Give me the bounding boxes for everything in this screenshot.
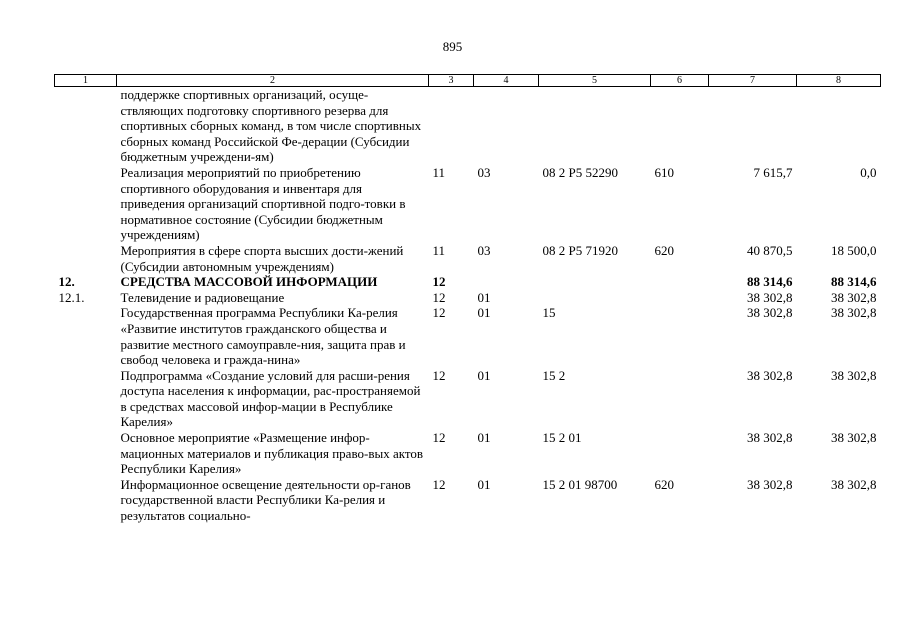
row-target-code bbox=[539, 290, 651, 306]
row-expense-type bbox=[651, 274, 709, 290]
row-amount-2021: 38 302,8 bbox=[831, 430, 877, 446]
row-number bbox=[55, 430, 117, 477]
column-header: 7 bbox=[709, 75, 797, 87]
row-subsection: 01 bbox=[477, 367, 491, 383]
row-target-code bbox=[539, 87, 651, 165]
table-row bbox=[55, 290, 881, 306]
row-amount-2021: 38 302,8 bbox=[831, 305, 877, 321]
row-target-code: 15 bbox=[542, 305, 556, 321]
row-number bbox=[55, 243, 117, 274]
row-name: Телевидение и радиовещание bbox=[120, 289, 285, 305]
row-number bbox=[55, 477, 117, 524]
row-target-code: 08 2 P5 71920 bbox=[542, 242, 618, 258]
column-header: 5 bbox=[539, 75, 651, 87]
page-number: 895 bbox=[442, 39, 463, 54]
row-section: 12 bbox=[432, 305, 446, 321]
row-expense-type bbox=[651, 290, 709, 306]
table-row bbox=[55, 430, 881, 477]
row-expense-type: 610 bbox=[654, 164, 674, 180]
column-header: 2 bbox=[117, 75, 429, 87]
budget-table bbox=[54, 74, 881, 524]
row-amount-2020: 88 314,6 bbox=[747, 274, 793, 290]
row-amount-2021: 38 302,8 bbox=[831, 476, 877, 492]
row-subsection: 03 bbox=[477, 242, 491, 258]
row-amount-2021: 88 314,6 bbox=[831, 274, 877, 290]
row-amount-2020 bbox=[709, 87, 797, 165]
row-expense-type bbox=[651, 368, 709, 430]
row-name: Подпрограмма «Создание условий для расши-рения доступа населения к информации, рас-пространяемой в средствах массовой инфор-мации в Республике Карелия» bbox=[120, 367, 421, 430]
row-amount-2020: 38 302,8 bbox=[747, 289, 793, 305]
row-section: 12 bbox=[432, 367, 446, 383]
row-amount-2020: 40 870,5 bbox=[747, 242, 793, 258]
row-section: 12 bbox=[432, 289, 446, 305]
row-number: 12.1. bbox=[58, 289, 85, 305]
table-row bbox=[55, 274, 881, 290]
row-section: 12 bbox=[432, 430, 446, 446]
row-amount-2020: 38 302,8 bbox=[747, 430, 793, 446]
row-expense-type: 620 bbox=[654, 476, 674, 492]
column-header: 8 bbox=[797, 75, 881, 87]
row-amount-2021 bbox=[797, 87, 881, 165]
row-amount-2020: 38 302,8 bbox=[747, 367, 793, 383]
row-name: Основное мероприятие «Размещение инфор-мационных материалов и публикация право-вых актов Республики Карелия» bbox=[120, 430, 424, 477]
row-target-code: 08 2 P5 52290 bbox=[542, 164, 618, 180]
row-name: Государственная программа Республики Ка-релия «Развитие институтов гражданского общества и развитие местного самоуправле-ния, защита прав и свобод человека и гражда-нина» bbox=[120, 305, 406, 368]
row-subsection bbox=[474, 87, 539, 165]
row-expense-type bbox=[651, 87, 709, 165]
row-number bbox=[55, 305, 117, 367]
row-section: 11 bbox=[432, 242, 446, 258]
table-row bbox=[55, 87, 881, 165]
row-number bbox=[55, 368, 117, 430]
row-number bbox=[55, 87, 117, 165]
row-expense-type bbox=[651, 430, 709, 477]
row-name: СРЕДСТВА МАССОВОЙ ИНФОРМАЦИИ bbox=[120, 274, 378, 290]
row-amount-2020: 38 302,8 bbox=[747, 476, 793, 492]
row-name: Мероприятия в сфере спорта высших дости-жений (Субсидии автономным учреждениям) bbox=[120, 242, 404, 274]
row-amount-2021: 38 302,8 bbox=[831, 367, 877, 383]
row-subsection: 01 bbox=[477, 430, 491, 446]
table-row bbox=[55, 305, 881, 367]
table-row bbox=[55, 368, 881, 430]
header-row bbox=[55, 75, 881, 87]
row-target-code: 15 2 01 98700 bbox=[542, 476, 618, 492]
row-number: 12. bbox=[58, 274, 75, 290]
row-name: Информационное освещение деятельности ор-ганов государственной власти Республики Ка-релия и результатов социально- bbox=[120, 476, 411, 524]
row-expense-type: 620 bbox=[654, 242, 674, 258]
row-subsection: 01 bbox=[477, 305, 491, 321]
table-row bbox=[55, 165, 881, 243]
row-amount-2021: 38 302,8 bbox=[831, 289, 877, 305]
row-subsection: 03 bbox=[477, 164, 491, 180]
column-header: 6 bbox=[651, 75, 709, 87]
table-row bbox=[55, 477, 881, 524]
row-section: 12 bbox=[432, 476, 446, 492]
row-amount-2021: 0,0 bbox=[860, 164, 877, 180]
row-amount-2020: 7 615,7 bbox=[753, 164, 793, 180]
row-name: поддержке спортивных организаций, осуще-ствляющих подготовку спортивного резерва для спортивных сборных команд, в том числе спортивных сборных команд Российской Фе-дерации (Субсидии бюджетным учреждени-ям) bbox=[120, 87, 422, 165]
row-target-code bbox=[539, 274, 651, 290]
row-expense-type bbox=[651, 305, 709, 367]
row-subsection bbox=[474, 274, 539, 290]
row-amount-2020: 38 302,8 bbox=[747, 305, 793, 321]
table-row bbox=[55, 243, 881, 274]
row-number bbox=[55, 165, 117, 243]
row-section bbox=[429, 87, 474, 165]
row-name: Реализация мероприятий по приобретению спортивного оборудования и инвентаря для приведения организаций спортивной подго-товки в нормативное состояние (Субсидии бюджетным учреждениям) bbox=[120, 164, 406, 243]
row-section: 12 bbox=[432, 274, 446, 290]
row-amount-2021: 18 500,0 bbox=[831, 242, 877, 258]
row-section: 11 bbox=[432, 164, 446, 180]
row-subsection: 01 bbox=[477, 289, 491, 305]
row-subsection: 01 bbox=[477, 476, 491, 492]
column-header: 3 bbox=[429, 75, 474, 87]
column-header: 4 bbox=[474, 75, 539, 87]
row-target-code: 15 2 01 bbox=[542, 430, 582, 446]
column-header: 1 bbox=[55, 75, 117, 87]
row-target-code: 15 2 bbox=[542, 367, 566, 383]
